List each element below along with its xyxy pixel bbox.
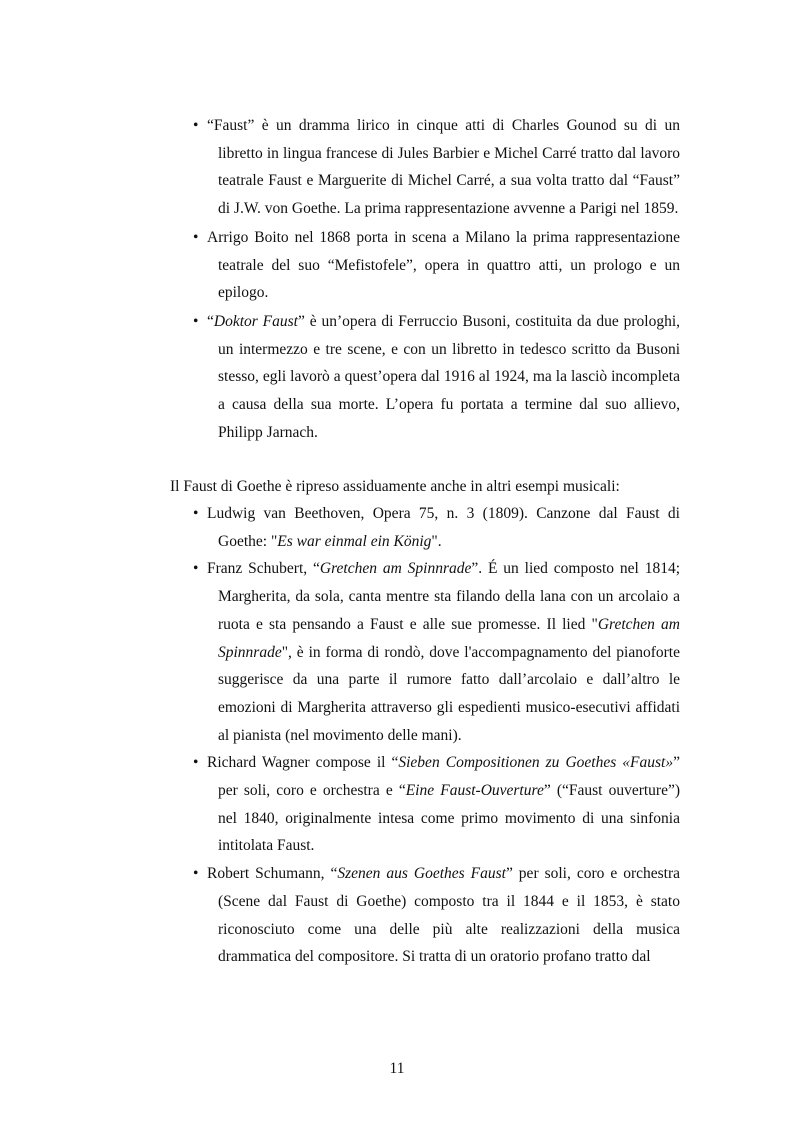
opera-list — [193, 112, 680, 446]
list-item: • Ludwig van Beethoven, Opera 75, n. 3 (1809). Canzone dal Faust di Goethe: "Es war einmal ein König". — [193, 500, 680, 555]
list-item: • Robert Schumann, “Szenen aus Goethes Faust” per soli, coro e orchestra (Scene dal Faust di Goethe) composto tra il 1844 e il 1853, è stato riconosciuto come una delle più alte realizzazioni della musica drammatica del compositore. Si tratta di un oratorio profano tratto dal — [193, 860, 680, 971]
work-title: Doktor Faust — [213, 312, 298, 330]
work-title: Sieben Compositionen zu Goethes «Faust» — [398, 754, 674, 772]
list-item: • Richard Wagner compose il “Sieben Compositionen zu Goethes «Faust»” per soli, coro e orchestra e “Eine Faust-Ouverture” (“Faust ouverture”) nel 1840, originalmente intesa come primo movimento di una sinfonia intitolata Faust. — [193, 749, 680, 860]
list-item: • Arrigo Boito nel 1868 porta in scena a Milano la prima rappresentazione teatrale del suo “Mefistofele”, opera in quattro atti, un prologo e un epilogo. — [193, 224, 680, 307]
work-title: Gretchen am Spinnrade — [218, 615, 680, 661]
work-title: Es war einmal ein König — [277, 532, 432, 550]
list-item: • “Faust” è un dramma lirico in cinque atti di Charles Gounod su di un libretto in lingua francese di Jules Barbier e Michel Carré tratto dal lavoro teatrale Faust e Marguerite di Michel Carré, a sua volta tratto dal “Faust” di J.W. von Goethe. La prima rappresentazione avvenne a Parigi nel 1859. — [193, 112, 680, 223]
body-paragraph: Il Faust di Goethe è ripreso assiduamente anche in altri esempi musicali: — [170, 478, 620, 495]
page-number: 11 — [389, 1060, 405, 1077]
work-title: Gretchen am Spinnrade — [319, 560, 472, 578]
list-item: • Franz Schubert, “Gretchen am Spinnrade”. É un lied composto nel 1814; Margherita, da sola, canta mentre sta filando della lana con un arcolaio a ruota e sta pensando a Faust e alle sue promesse. Il lied "Gretchen am Spinnrade", è in forma di rondò, dove l'accompagnamento del pianoforte suggerisce da una parte il rumore fatto dall’arcolaio e dall’altro le emozioni di Margherita attraverso gli espedienti musico-esecutivi affidati al pianista (nel movimento delle mani). — [193, 555, 680, 749]
work-title: Eine Faust-Ouverture — [405, 782, 544, 800]
work-title: Szenen aus Goethes Faust — [337, 865, 506, 883]
musical-examples-list — [193, 500, 680, 971]
list-item: • “Doktor Faust” è un’opera di Ferruccio Busoni, costituita da due prologhi, un intermezzo e tre scene, e con un libretto in tedesco scritto da Busoni stesso, egli lavorò a quest’opera dal 1916 al 1924, ma la lasciò incompleta a causa della sua morte. L’opera fu portata a termine dal suo allievo, Philipp Jarnach. — [193, 308, 680, 447]
